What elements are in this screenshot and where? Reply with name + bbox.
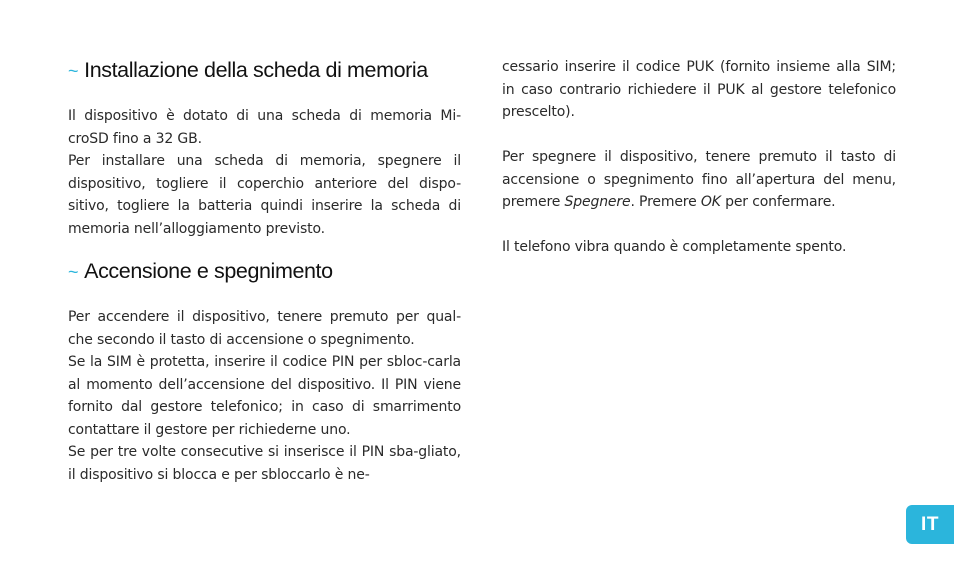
right-column-text: [502, 56, 896, 259]
text-fragment: per confermare.: [720, 194, 836, 210]
language-tab: IT: [906, 505, 954, 544]
paragraph: Il telefono vibra quando è completamente spento.: [502, 239, 847, 255]
paragraph-power-off: [502, 146, 896, 214]
paragraph: Il dispositivo è dotato di una scheda di memoria Mi-croSD fino a 32 GB.: [68, 108, 461, 147]
section-heading-memory-card: [68, 57, 428, 84]
menu-option-italic: Spegnere: [564, 194, 631, 210]
memory-card-text: [68, 105, 461, 240]
text-fragment: . Premere: [630, 194, 701, 210]
paragraph: Se per tre volte consecutive si inserisce il PIN sba-gliato, il dispositivo si blocca e per sbloccarlo è ne-: [68, 444, 461, 483]
section-heading-power: [68, 258, 333, 285]
tilde-bullet: ~: [68, 262, 79, 282]
section-title: Accensione e spegnimento: [84, 259, 333, 283]
tilde-bullet: ~: [68, 61, 79, 81]
paragraph: Per installare una scheda di memoria, spegnere il dispositivo, togliere il coperchio anteriore del dispo-sitivo, togliere la batteria quindi inserire la scheda di memoria nell’alloggiamento previsto.: [68, 153, 461, 237]
power-text: [68, 306, 461, 486]
text-fragment: Per spegnere il dispositivo, tenere premuto il tasto di accensione o spegnimento fino all’apertura del menu, premere: [502, 149, 896, 210]
section-title: Installazione della scheda di memoria: [84, 58, 428, 82]
paragraph: Per accendere il dispositivo, tenere premuto per qual-che secondo il tasto di accensione o spegnimento.: [68, 309, 461, 348]
paragraph: cessario inserire il codice PUK (fornito insieme alla SIM; in caso contrario richiedere il PUK al gestore telefonico prescelto).: [502, 59, 896, 120]
paragraph: Se la SIM è protetta, inserire il codice PIN per sbloc-carla al momento dell’accensione del dispositivo. Il PIN viene fornito dal gestore telefonico; in caso di smarrimento contattare il gestore per richiederne uno.: [68, 354, 461, 438]
confirm-key-italic: OK: [700, 194, 721, 210]
